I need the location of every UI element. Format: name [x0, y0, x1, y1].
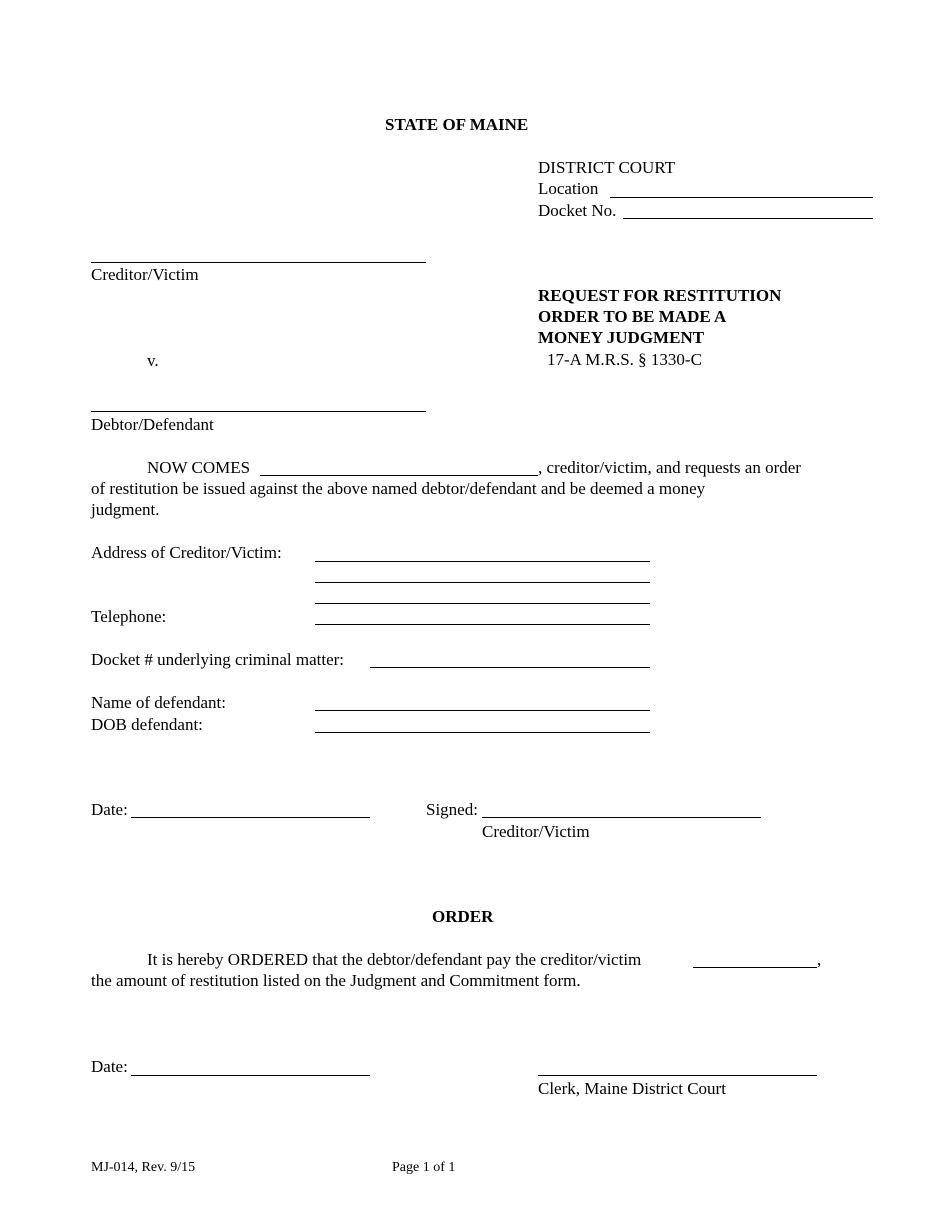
- docket-label: Docket No.: [538, 201, 617, 220]
- signed-field[interactable]: [484, 798, 759, 816]
- docket-line: [623, 218, 873, 219]
- signer-caption: Creditor/Victim: [482, 822, 590, 841]
- order-date-label: Date:: [91, 1057, 128, 1076]
- signed-label: Signed:: [426, 800, 478, 819]
- creditor-line: [91, 262, 426, 263]
- defendant-name-line: [315, 710, 650, 711]
- address-line-3: [315, 603, 650, 604]
- request-line-2: of restitution be issued against the above named debtor/defendant and be deemed a money: [91, 479, 706, 498]
- clerk-signature-line: [538, 1075, 817, 1076]
- state-heading: STATE OF MAINE: [385, 115, 529, 134]
- defendant-dob-field[interactable]: [317, 713, 648, 731]
- address-line-2: [315, 582, 650, 583]
- request-date-label: Date:: [91, 800, 128, 819]
- clerk-signature-field[interactable]: [540, 1056, 815, 1074]
- order-heading: ORDER: [432, 907, 494, 926]
- court-name: DISTRICT COURT: [538, 158, 676, 177]
- order-line-1: It is hereby ORDERED that the debtor/defendant pay the creditor/victim: [147, 950, 642, 969]
- clerk-caption: Clerk, Maine District Court: [538, 1079, 726, 1098]
- now-comes-field[interactable]: [262, 456, 536, 474]
- criminal-docket-label: Docket # underlying criminal matter:: [91, 650, 345, 669]
- address-line-1: [315, 561, 650, 562]
- debtor-field[interactable]: [93, 392, 424, 410]
- debtor-line: [91, 411, 426, 412]
- request-date-field[interactable]: [133, 798, 368, 816]
- order-line-1-comma: ,: [817, 950, 822, 969]
- defendant-dob-line: [315, 732, 650, 733]
- defendant-dob-label: DOB defendant:: [91, 715, 203, 734]
- now-comes-text: NOW COMES: [147, 458, 251, 477]
- creditor-field[interactable]: [93, 243, 424, 261]
- title-line-3: MONEY JUDGMENT: [538, 328, 705, 347]
- creditor-label: Creditor/Victim: [91, 265, 199, 284]
- address-field-3[interactable]: [317, 584, 648, 602]
- location-label: Location: [538, 179, 599, 198]
- criminal-docket-line: [370, 667, 650, 668]
- criminal-docket-field[interactable]: [372, 648, 648, 666]
- restitution-amount-field[interactable]: [695, 948, 815, 966]
- title-line-1: REQUEST FOR RESTITUTION: [538, 286, 782, 305]
- restitution-amount-line: [693, 967, 817, 968]
- title-line-2: ORDER TO BE MADE A: [538, 307, 727, 326]
- order-date-line: [131, 1075, 370, 1076]
- signed-line: [482, 817, 761, 818]
- address-field-1[interactable]: [317, 542, 648, 560]
- order-line-2: the amount of restitution listed on the Judgment and Commitment form.: [91, 971, 581, 990]
- address-field-2[interactable]: [317, 563, 648, 581]
- telephone-line: [315, 624, 650, 625]
- debtor-label: Debtor/Defendant: [91, 415, 214, 434]
- defendant-name-label: Name of defendant:: [91, 693, 226, 712]
- telephone-field[interactable]: [317, 605, 648, 623]
- location-field[interactable]: [612, 178, 871, 196]
- versus-label: v.: [147, 351, 159, 370]
- request-date-line: [131, 817, 370, 818]
- defendant-name-field[interactable]: [317, 691, 648, 709]
- address-label: Address of Creditor/Victim:: [91, 543, 282, 562]
- telephone-label: Telephone:: [91, 607, 167, 626]
- statute-reference: 17-A M.R.S. § 1330-C: [547, 350, 702, 369]
- order-date-field[interactable]: [133, 1056, 368, 1074]
- page-number: Page 1 of 1: [392, 1160, 456, 1175]
- now-comes-line: [260, 475, 538, 476]
- request-line-3: judgment.: [91, 500, 160, 519]
- docket-field[interactable]: [625, 199, 871, 217]
- location-line: [610, 197, 873, 198]
- request-line-1: , creditor/victim, and requests an order: [538, 458, 801, 477]
- form-id: MJ-014, Rev. 9/15: [91, 1160, 196, 1175]
